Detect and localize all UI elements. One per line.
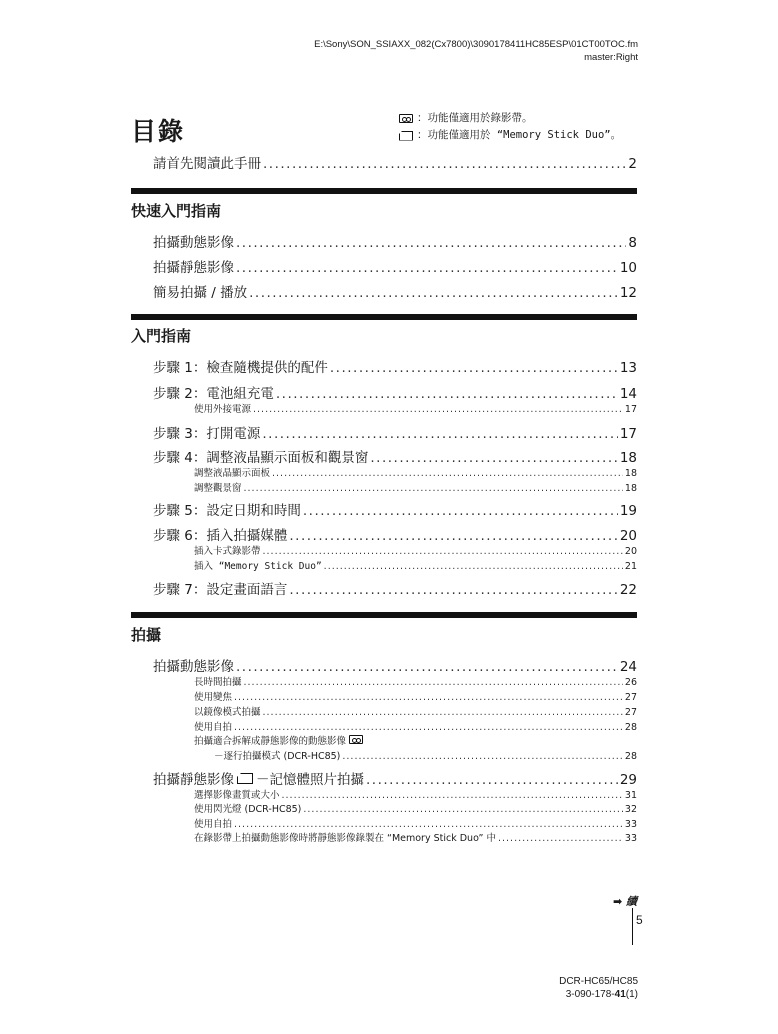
toc-entry[interactable]: 簡易拍攝 / 播放 ..... 12 xyxy=(153,281,637,301)
icon-legend xyxy=(399,110,621,144)
section-divider xyxy=(131,314,637,320)
section-divider xyxy=(131,612,637,618)
toc-entry-step-7[interactable]: 步驟 7：設定畫面語言 ..... 22 xyxy=(153,578,637,598)
toc-entry-step-2[interactable]: 步驟 2：電池組充電 ..... 14 xyxy=(153,382,637,402)
document-footer xyxy=(559,975,638,1001)
page-title: 目錄 xyxy=(131,117,186,146)
toc-subentry[interactable]: 使用自拍 ..... 33 xyxy=(194,816,637,830)
page-number: 5 xyxy=(636,913,643,927)
toc-subentry[interactable]: 插入 “Memory Stick Duo” ..... 21 xyxy=(194,558,637,572)
toc-subentry[interactable]: 使用外接電源 ..... 17 xyxy=(194,401,637,415)
cassette-tape-icon xyxy=(399,114,413,123)
toc-entry-step-5[interactable]: 步驟 5：設定日期和時間 ..... 19 xyxy=(153,499,637,519)
document-code: 3-090-178-41(1) xyxy=(565,989,638,1000)
file-path: E:\Sony\SON_SSIAXX_082(Cx7800)\3090178411HC85ESP\01CT00TOC.fm xyxy=(314,39,638,50)
section-divider xyxy=(131,188,637,194)
toc-entry-movie[interactable]: 拍攝動態影像 ..... 24 xyxy=(153,655,637,675)
toc-subentry[interactable]: 在錄影帶上拍攝動態影像時將靜態影像錄製在 “Memory Stick Duo” 中 ..... 33 xyxy=(194,830,637,844)
toc-entry-step-3[interactable]: 步驟 3：打開電源 ..... 17 xyxy=(153,422,637,442)
toc-subentry[interactable]: 以鏡像模式拍攝 ..... 27 xyxy=(194,704,637,718)
toc-subentry[interactable]: 長時間拍攝 ..... 26 xyxy=(194,674,637,688)
toc-subentry[interactable]: 調整液晶顯示面板 ..... 18 xyxy=(194,465,637,479)
toc-subentry-progressive-title: 拍攝適合拆解成靜態影像的動態影像 xyxy=(194,733,637,747)
toc-entry-read-first[interactable]: 請首先閱讀此手冊 ..... 2 xyxy=(153,152,637,172)
toc-subentry[interactable]: 使用自拍 ..... 28 xyxy=(194,719,637,733)
toc-subentry[interactable]: 使用閃光燈 (DCR-HC85) ..... 32 xyxy=(194,801,637,815)
memory-stick-legend-text: ：功能僅適用於 “Memory Stick Duo”。 xyxy=(417,129,622,141)
cassette-tape-icon xyxy=(349,735,363,744)
page-ref: 2 xyxy=(628,156,637,172)
document-header xyxy=(314,38,638,64)
toc-subentry[interactable]: －逐行拍攝模式 (DCR-HC85) ..... 28 xyxy=(214,748,637,762)
memory-stick-icon xyxy=(237,773,253,784)
continued-marker: ➡ 續 xyxy=(612,895,637,908)
master-page: master:Right xyxy=(584,52,638,63)
memory-stick-icon xyxy=(399,131,413,141)
section-heading-shooting: 拍攝 xyxy=(131,626,162,644)
toc-entry-step-1[interactable]: 步驟 1：檢查隨機提供的配件 ..... 13 xyxy=(153,356,637,376)
toc-subentry[interactable]: 插入卡式錄影帶 ..... 20 xyxy=(194,543,637,557)
toc-entry-step-4[interactable]: 步驟 4：調整液晶顯示面板和觀景窗 ..... 18 xyxy=(153,446,637,466)
section-heading-getting-started: 入門指南 xyxy=(131,327,192,345)
toc-subentry[interactable]: 選擇影像畫質或大小 ..... 31 xyxy=(194,787,637,801)
toc-entry[interactable]: 拍攝動態影像 ..... 8 xyxy=(153,231,637,251)
toc-entry-step-6[interactable]: 步驟 6：插入拍攝媒體 ..... 20 xyxy=(153,524,637,544)
toc-subentry[interactable]: 使用變焦 ..... 27 xyxy=(194,689,637,703)
page-number-rule xyxy=(632,908,633,945)
section-heading-quick-start: 快速入門指南 xyxy=(131,202,222,220)
toc-subentry[interactable]: 調整觀景窗 ..... 18 xyxy=(194,480,637,494)
toc-entry-still[interactable]: 拍攝靜態影像 －記憶體照片拍攝 ..... 29 xyxy=(153,768,637,788)
tape-legend-text: ：功能僅適用於錄影帶。 xyxy=(417,112,533,124)
model-number: DCR-HC65/HC85 xyxy=(559,976,638,987)
toc-entry[interactable]: 拍攝靜態影像 ..... 10 xyxy=(153,256,637,276)
